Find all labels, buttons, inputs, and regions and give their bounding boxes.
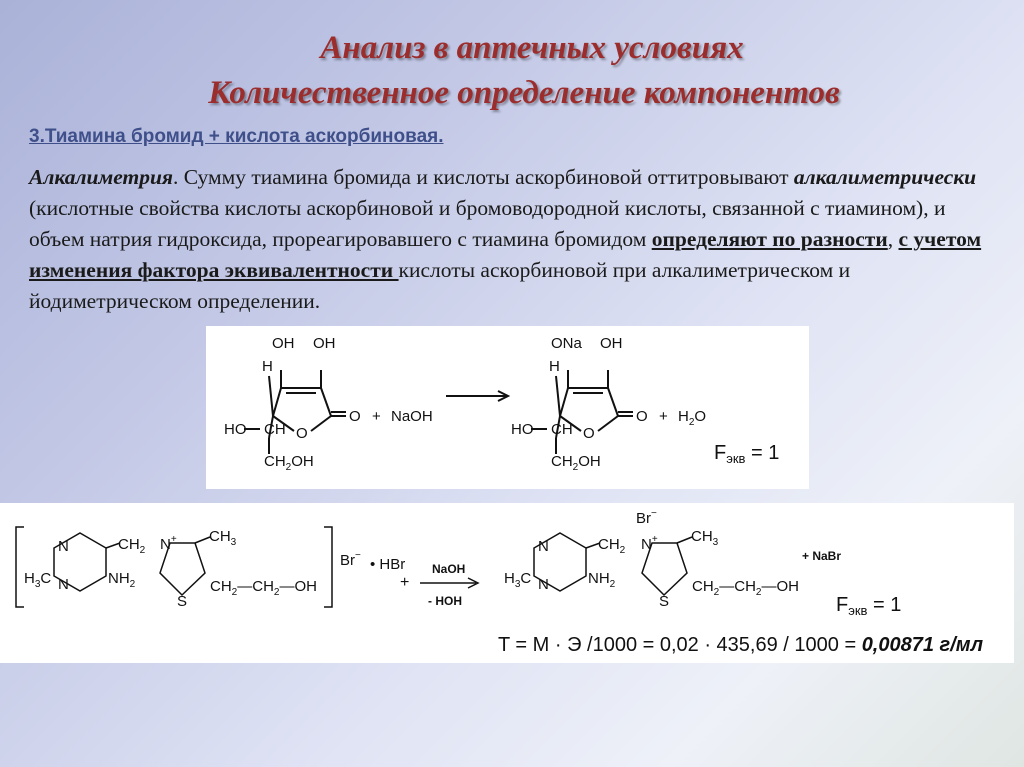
ch-label-2: CH xyxy=(551,421,573,438)
ch2-link-1: $CH_2$ xyxy=(118,536,146,556)
lead-term: Алкалиметрия xyxy=(29,165,173,189)
para-text-3: , xyxy=(887,227,899,251)
para-text-2: (кислотные свойства кислоты аскорбиновой и бромоводородной кислоты, связанной с тиамином), и объем натрия гидроксида, прореагировавшего с тиамина бромидом xyxy=(29,196,946,251)
ho-label: HO xyxy=(224,421,247,438)
para-text-1: . Сумму тиамина бромида и кислоты аскорбиновой оттитровывают xyxy=(172,165,794,189)
h-label: H xyxy=(262,358,273,375)
oh-label-3: OH xyxy=(600,335,623,352)
carbonyl-oxygen: O xyxy=(349,408,361,425)
plus-sign-3: + xyxy=(400,574,410,591)
ascorbic-acid-reaction-diagram xyxy=(206,326,809,489)
section-heading: 3.Тиамина бромид + кислота аскорбиновая. xyxy=(29,126,444,147)
h3c-label-2: $H_3C$ xyxy=(504,570,532,590)
emphasis-by-difference: определяют по разности xyxy=(651,227,888,251)
ascorbic-acid-reaction-panel xyxy=(206,326,809,489)
nabr-product: + NaBr xyxy=(802,549,842,563)
bromide-top: Br− xyxy=(636,508,657,527)
h-label-2: H xyxy=(549,358,560,375)
ch3-label-1: $CH_3$ xyxy=(209,528,237,548)
s-label-2: S xyxy=(659,593,670,610)
carbonyl-oxygen-2: O xyxy=(636,408,648,425)
n-plus-2: N+ xyxy=(641,534,658,553)
side-chain-2: $CH_2—CH_2—OH$ xyxy=(692,578,799,598)
nh2-label-2: $NH_2$ xyxy=(588,570,616,590)
n-label-1: N xyxy=(58,538,69,555)
n-plus-1: N+ xyxy=(160,534,177,553)
ch2oh-label: $CH_2OH$ xyxy=(264,453,314,473)
ona-label: ONa xyxy=(551,335,582,352)
plus-sign-1: + xyxy=(372,408,381,425)
titer-formula: T = M · Э /1000 = 0,02 · 435,69 / 1000 = 0,00871 г/мл xyxy=(498,634,984,656)
slide-title-line1: Анализ в аптечных условиях xyxy=(320,30,744,66)
thiamine-reaction-panel xyxy=(0,503,1014,663)
para-text-4: кислоты аскорбиновой при алкалиметрическом и йодиметрическом определении. xyxy=(29,258,851,313)
equivalence-factor-1: $F_{экв} = 1$ xyxy=(714,442,780,466)
slide-title-line2: Количественное определение компонентов xyxy=(208,75,840,111)
s-label-1: S xyxy=(177,593,188,610)
oh-label-2: OH xyxy=(313,335,336,352)
reagent-naoh: NaOH xyxy=(391,408,433,425)
ring-oxygen: O xyxy=(296,425,308,442)
ring-oxygen-2: O xyxy=(583,425,595,442)
ho-label-2: HO xyxy=(511,421,534,438)
emphasis-factor-change: с учетом изменения фактора эквивалентности xyxy=(29,227,982,282)
bromide-counterion: Br− xyxy=(340,550,361,569)
nh2-label-1: $NH_2$ xyxy=(108,570,136,590)
side-chain-1: $CH_2—CH_2—OH$ xyxy=(210,578,317,598)
ch3-label-2: $CH_3$ xyxy=(691,528,719,548)
plus-sign-2: + xyxy=(659,408,668,425)
thiamine-reaction-diagram xyxy=(0,503,1014,663)
ch2-link-2: $CH_2$ xyxy=(598,536,626,556)
byproduct-hoh: - HOH xyxy=(428,594,462,608)
emphasis-alkalimetric: алкалиметрически xyxy=(793,165,977,189)
hbr-label: • HBr xyxy=(370,556,406,573)
h3c-label-1: $H_3C$ xyxy=(24,570,52,590)
ch2oh-label-2: $CH_2OH$ xyxy=(551,453,601,473)
method-paragraph xyxy=(29,162,994,317)
equivalence-factor-2: $F_{экв} = 1$ xyxy=(836,594,902,618)
ch-label: CH xyxy=(264,421,286,438)
oh-label-1: OH xyxy=(272,335,295,352)
n-label-4: N xyxy=(538,576,549,593)
reagent-naoh-2: NaOH xyxy=(432,562,466,576)
water-product: $H_2O$ xyxy=(678,408,707,428)
n-label-2: N xyxy=(58,576,69,593)
n-label-3: N xyxy=(538,538,549,555)
